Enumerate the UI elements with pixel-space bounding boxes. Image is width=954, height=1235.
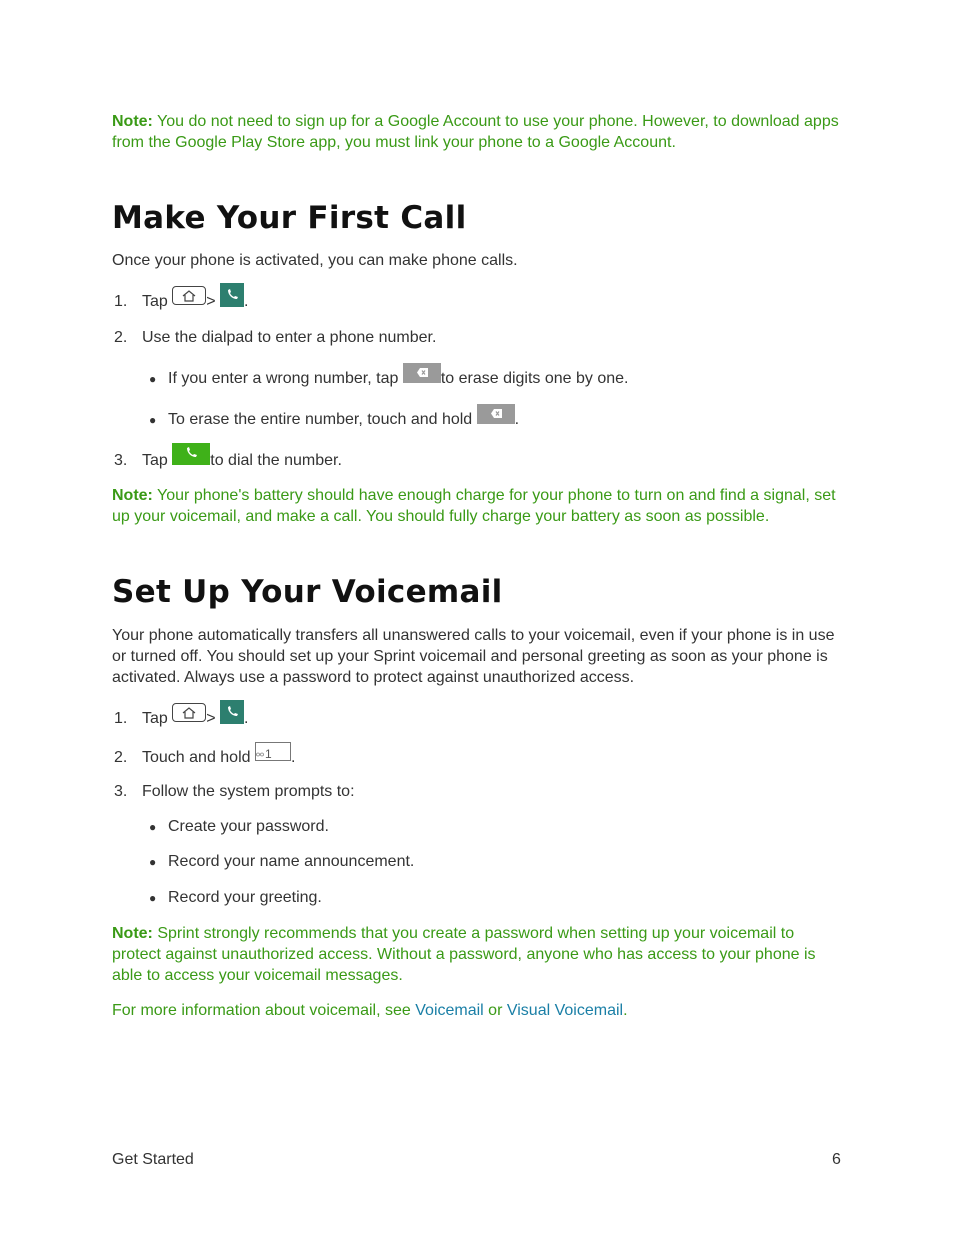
note-password <box>112 923 847 986</box>
step-item <box>114 292 249 312</box>
key-digit: 1 <box>264 747 272 762</box>
home-icon <box>172 286 206 305</box>
more-info-text: For more information about voicemail, see <box>112 1002 416 1019</box>
note-text: You do not need to sign up for a Google Account to use your phone. However, to download apps from the Google Play Store app, you must link your phone to a Google Account. <box>112 113 839 151</box>
separator: > <box>206 293 216 310</box>
step-end: . <box>244 293 249 310</box>
step-number: 3. <box>114 783 128 800</box>
voicemail-link[interactable]: Voicemail <box>415 1002 484 1019</box>
step-end: . <box>290 749 296 766</box>
bullet-item <box>149 369 629 389</box>
delete-key-icon <box>403 363 441 383</box>
section-title-first-call: Make Your First Call <box>112 200 467 236</box>
note-battery <box>112 485 852 527</box>
more-info <box>112 1000 842 1021</box>
step-text: Tap <box>142 293 168 310</box>
section-intro: Once your phone is activated, you can make phone calls. <box>112 252 518 269</box>
step-text: Tap <box>142 452 168 469</box>
step-number: 2. <box>114 749 128 766</box>
step-item <box>114 328 436 348</box>
visual-voicemail-link[interactable]: Visual Voicemail <box>506 1002 624 1019</box>
voicemail-key-icon <box>255 742 291 761</box>
note-label: Note: <box>112 487 153 504</box>
phone-icon <box>220 700 244 724</box>
note-label: Note: <box>112 925 153 942</box>
bullet-text: To erase the entire number, touch and hold <box>168 411 473 428</box>
bullet-text-after: to erase digits one by one. <box>440 370 629 387</box>
note-label: Note: <box>112 113 153 130</box>
step-end: . <box>244 710 249 727</box>
step-number: 2. <box>114 329 128 346</box>
home-icon <box>172 703 206 722</box>
bullet-text-after: . <box>514 411 520 428</box>
bullet-dot: ● <box>149 372 157 386</box>
step-number: 3. <box>114 452 128 469</box>
step-item <box>114 782 355 802</box>
bullet-dot: ● <box>149 855 157 869</box>
step-item <box>114 451 342 471</box>
footer-section: Get Started <box>112 1151 194 1168</box>
bullet-dot: ● <box>149 891 157 905</box>
note-text: Your phone's battery should have enough charge for your phone to turn on and find a signal, set up your voicemail, and make a call. You should fully charge your battery as soon as possible. <box>112 487 836 525</box>
note-google-account <box>112 111 842 153</box>
bullet-dot: ● <box>149 820 157 834</box>
call-button-icon <box>172 443 210 465</box>
step-item <box>114 709 249 729</box>
separator: > <box>206 710 216 727</box>
step-number: 1. <box>114 710 128 727</box>
more-info-end: . <box>623 1002 628 1019</box>
bullet-text: Record your name announcement. <box>168 853 415 870</box>
step-number: 1. <box>114 293 128 310</box>
bullet-item <box>149 888 322 908</box>
page-number: 6 <box>832 1151 841 1168</box>
bullet-item <box>149 817 329 837</box>
bullet-dot: ● <box>149 413 157 427</box>
step-text: Follow the system prompts to: <box>142 783 355 800</box>
bullet-text: If you enter a wrong number, tap <box>168 370 399 387</box>
section-title-voicemail: Set Up Your Voicemail <box>112 574 503 610</box>
step-text: Use the dialpad to enter a phone number. <box>142 329 437 346</box>
phone-icon <box>220 283 244 307</box>
bullet-text: Create your password. <box>168 818 329 835</box>
more-info-or: or <box>483 1002 507 1019</box>
step-text-after: to dial the number. <box>210 452 342 469</box>
note-text: Sprint strongly recommends that you create a password when setting up your voicemail to protect against unauthorized access. Without a password, anyone who has access to your phone is able to access your voicemail messages. <box>112 925 816 984</box>
step-text: Tap <box>142 710 168 727</box>
bullet-item <box>149 410 519 430</box>
step-item <box>114 748 295 768</box>
delete-key-icon <box>477 404 515 424</box>
bullet-text: Record your greeting. <box>168 889 322 906</box>
bullet-item <box>149 852 414 872</box>
section-intro: Your phone automatically transfers all unanswered calls to your voicemail, even if your phone is in use or turned off. You should set up your Sprint voicemail and personal greeting as soon as your phone is activated. Always use a password to protect against unauthorized access. <box>112 627 835 686</box>
step-text: Touch and hold <box>142 749 251 766</box>
